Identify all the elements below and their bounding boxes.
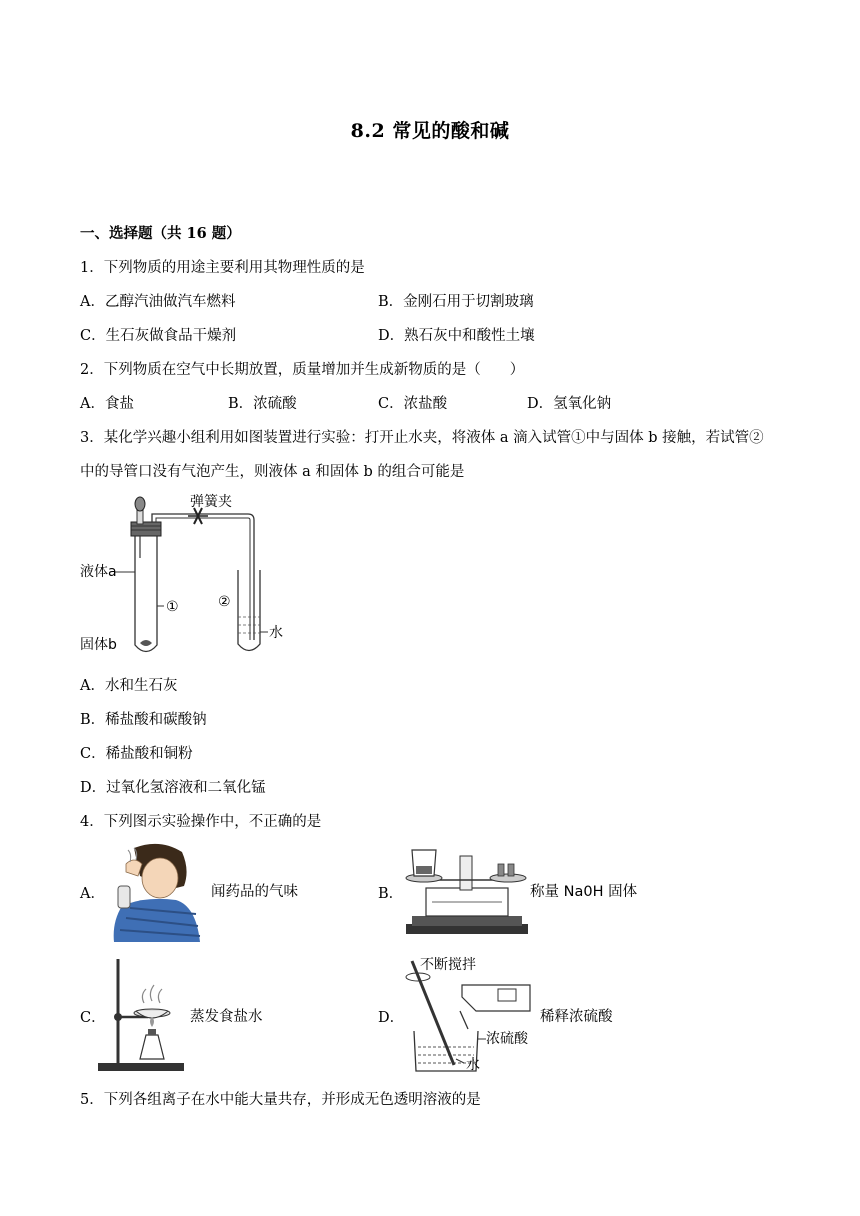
q4-figure-c-evaporation bbox=[96, 955, 186, 1073]
label-stir: 不断搅拌 bbox=[420, 957, 476, 973]
q3-option-d: D．过氧化氢溶液和二氧化锰 bbox=[80, 780, 266, 796]
q4-option-d-letter: D． bbox=[378, 1010, 405, 1026]
q4-option-c-letter: C． bbox=[80, 1010, 106, 1026]
label-liquid-a: 液体a bbox=[80, 564, 117, 580]
q3-option-c: C．稀盐酸和铜粉 bbox=[80, 746, 193, 762]
section-heading: 一、选择题（共 16 题） bbox=[80, 225, 241, 242]
label-concentrated-acid: 浓硫酸 bbox=[486, 1031, 528, 1047]
q1-option-d: D．熟石灰中和酸性土壤 bbox=[378, 328, 535, 344]
label-spring-clip: 弹簧夹 bbox=[190, 494, 232, 510]
label-solid-b: 固体b bbox=[80, 637, 117, 653]
q4-option-b-letter: B． bbox=[378, 886, 404, 902]
q4-option-b-caption: 称量 Na0H 固体 bbox=[530, 884, 638, 900]
q4-figure-d-dilution bbox=[402, 955, 540, 1075]
q4-option-d-caption: 稀释浓硫酸 bbox=[540, 1009, 613, 1025]
q3-option-b: B．稀盐酸和碳酸钠 bbox=[80, 712, 207, 728]
q2-option-a: A．食盐 bbox=[80, 396, 134, 412]
label-tube-1: ① bbox=[166, 599, 179, 615]
label-water-d: 水 bbox=[466, 1057, 480, 1073]
q4-option-c-caption: 蒸发食盐水 bbox=[190, 1009, 263, 1025]
q2-option-b: B．浓硫酸 bbox=[228, 396, 297, 412]
page-title: 8.2 常见的酸和碱 bbox=[350, 120, 510, 142]
q1-option-b: B．金刚石用于切割玻璃 bbox=[378, 294, 534, 310]
question-3-stem-line2: 中的导管口没有气泡产生，则液体 a 和固体 b 的组合可能是 bbox=[80, 464, 465, 480]
question-1-stem: 1．下列物质的用途主要利用其物理性质的是 bbox=[80, 260, 365, 276]
q4-figure-b-balance bbox=[402, 842, 532, 942]
question-2-stem: 2．下列物质在空气中长期放置，质量增加并生成新物质的是（ ） bbox=[80, 362, 525, 378]
question-4-stem: 4．下列图示实验操作中，不正确的是 bbox=[80, 814, 322, 830]
q1-option-c: C．生石灰做食品干燥剂 bbox=[80, 328, 237, 344]
label-water: 水 bbox=[269, 625, 283, 641]
q4-option-a-caption: 闻药品的气味 bbox=[211, 884, 298, 900]
q2-option-d: D．氢氧化钠 bbox=[527, 396, 612, 412]
q2-option-c: C．浓盐酸 bbox=[378, 396, 448, 412]
question-3-stem-line1: 3．某化学兴趣小组利用如图装置进行实验：打开止水夹，将液体 a 滴入试管①中与固体 b 接触，若试管② bbox=[80, 430, 764, 446]
q3-apparatus-figure bbox=[78, 492, 308, 662]
q4-figure-a-smelling bbox=[104, 842, 204, 942]
label-tube-2: ② bbox=[218, 594, 231, 610]
q3-option-a: A．水和生石灰 bbox=[80, 678, 178, 694]
q1-option-a: A．乙醇汽油做汽车燃料 bbox=[80, 294, 236, 310]
q4-option-a-letter: A． bbox=[80, 886, 105, 902]
question-5-stem: 5．下列各组离子在水中能大量共存，并形成无色透明溶液的是 bbox=[80, 1092, 481, 1108]
